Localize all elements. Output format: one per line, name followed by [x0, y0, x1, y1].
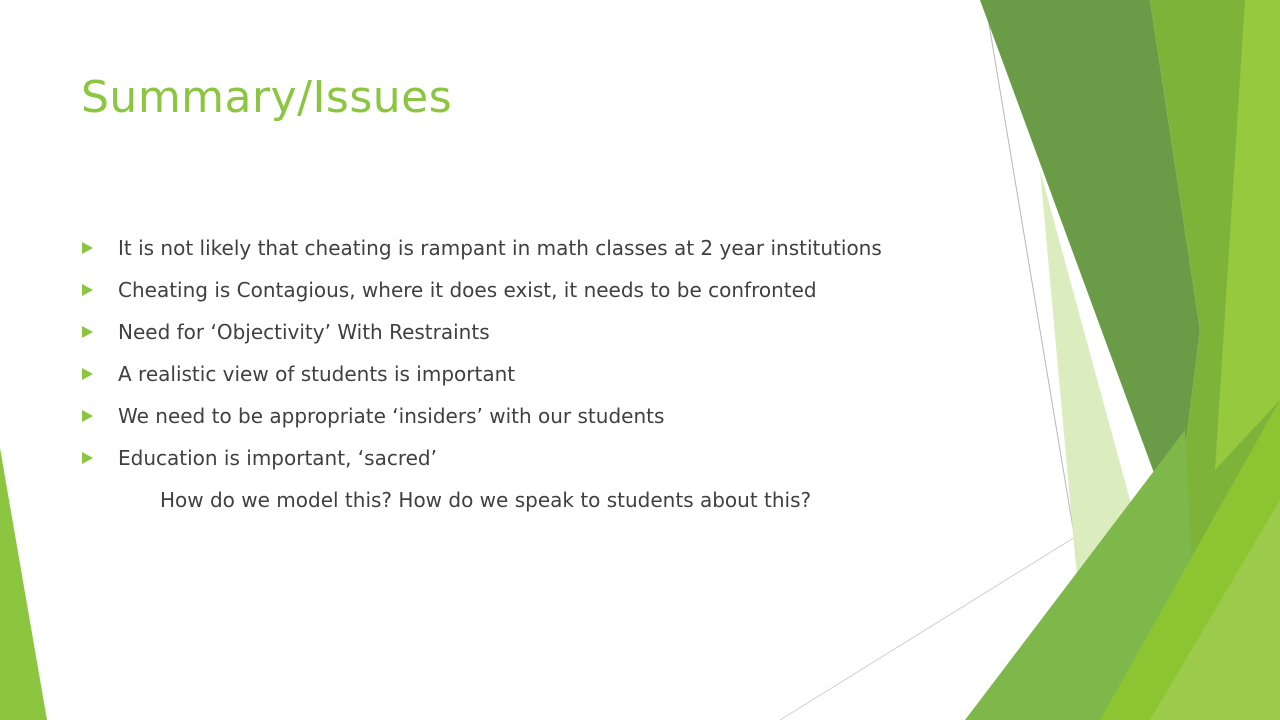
- right-triangle-arrow-icon: [82, 410, 93, 422]
- right-triangle-arrow-icon: [82, 284, 93, 296]
- bullet-item: [80, 231, 980, 273]
- bullet-text: Cheating is Contagious, where it does exist, it needs to be confronted: [118, 278, 817, 302]
- bullet-item: [80, 357, 980, 399]
- bullet-text: Need for ‘Objectivity’ With Restraints: [118, 320, 490, 344]
- bullet-text: We need to be appropriate ‘insiders’ with our students: [118, 404, 665, 428]
- bullet-text: A realistic view of students is important: [118, 362, 516, 386]
- bullet-item: [80, 273, 980, 315]
- sub-question-line: How do we model this? How do we speak to students about this?: [160, 488, 812, 512]
- bullet-item: [80, 399, 980, 441]
- bullet-item: [80, 315, 980, 357]
- bullet-item: [80, 441, 980, 483]
- bullet-text: Education is important, ‘sacred’: [118, 446, 437, 470]
- slide-title: Summary/Issues: [81, 72, 453, 123]
- bullet-list: [80, 231, 980, 483]
- right-triangle-arrow-icon: [82, 326, 93, 338]
- right-triangle-arrow-icon: [82, 242, 93, 254]
- left-green-triangle: [0, 448, 47, 720]
- right-triangle-arrow-icon: [82, 368, 93, 380]
- right-triangle-arrow-icon: [82, 452, 93, 464]
- bullet-text: It is not likely that cheating is rampant in math classes at 2 year institutions: [118, 236, 882, 260]
